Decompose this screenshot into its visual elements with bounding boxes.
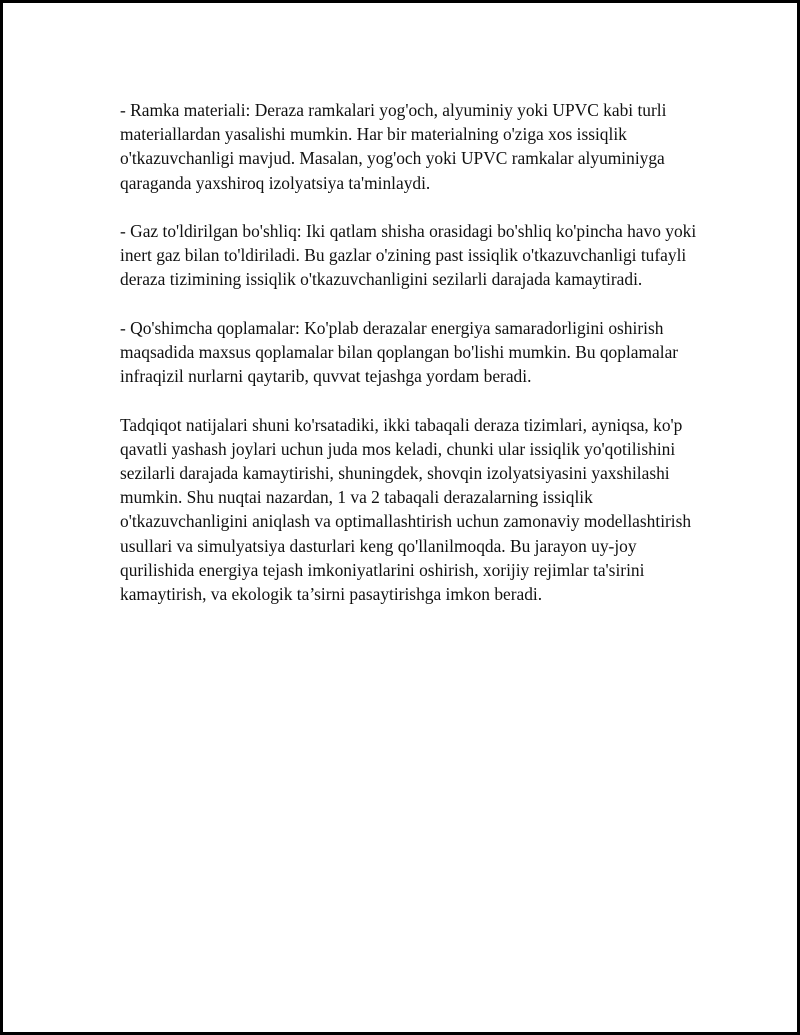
paragraph-additional-coatings: - Qo'shimcha qoplamalar: Ko'plab derazalar energiya samaradorligini oshirish maqsadida maxsus qoplamalar bilan qoplangan bo'lishi mumkin. Bu qoplamalar infraqizil nurlarni qaytarib, quvvat tejashga yordam beradi. [120,317,679,387]
paragraph-gas-filled-gap: - Gaz to'ldirilgan bo'shliq: Iki qatlam shisha orasidagi bo'shliq ko'pincha havo yoki inert gaz bilan to'ldiriladi. Bu gazlar o'zining past issiqlik o'tkazuvchanligi tufayli deraza tizimining issiqlik o'tkazuvchanligini sezilarli darajada kamaytiradi. [120,221,697,290]
paragraph-research-conclusion: Tadqiqot natijalari shuni ko'rsatadiki, ikki tabaqali deraza tizimlari, ayniqsa, ko'p qavatli yashash joylari uchun juda mos keladi, chunki ular issiqlik yo'qotilishini sezilarli darajada kamaytirishi, shuningdek, shovqin izolyatsiyasini yaxshilashi mumkin. Shu nuqtai nazardan, 1 va 2 tabaqali derazalarning issiqlik o'tkazuvchanligini aniqlash va optimallashtirish uchun zamonaviy modellashtirish usullari va simulyatsiya dasturlari keng qo'llanilmoqda. Bu jarayon uy-joy qurilishida energiya tejash imkoniyatlarini oshirish, xorijiy rejimlar ta'sirini kamaytirish, va ekologik ta’sirni pasaytirishga imkon beradi. [120,414,692,605]
document-body [120,98,700,606]
paragraph-frame-material: - Ramka materiali: Deraza ramkalari yog'och, alyuminiy yoki UPVC kabi turli materiallardan yasalishi mumkin. Har bir materialning o'ziga xos issiqlik o'tkazuvchanligi mavjud. Masalan, yog'och yoki UPVC ramkalar alyuminiyga qaraganda yaxshiroq izolyatsiya ta'minlaydi. [120,100,667,193]
